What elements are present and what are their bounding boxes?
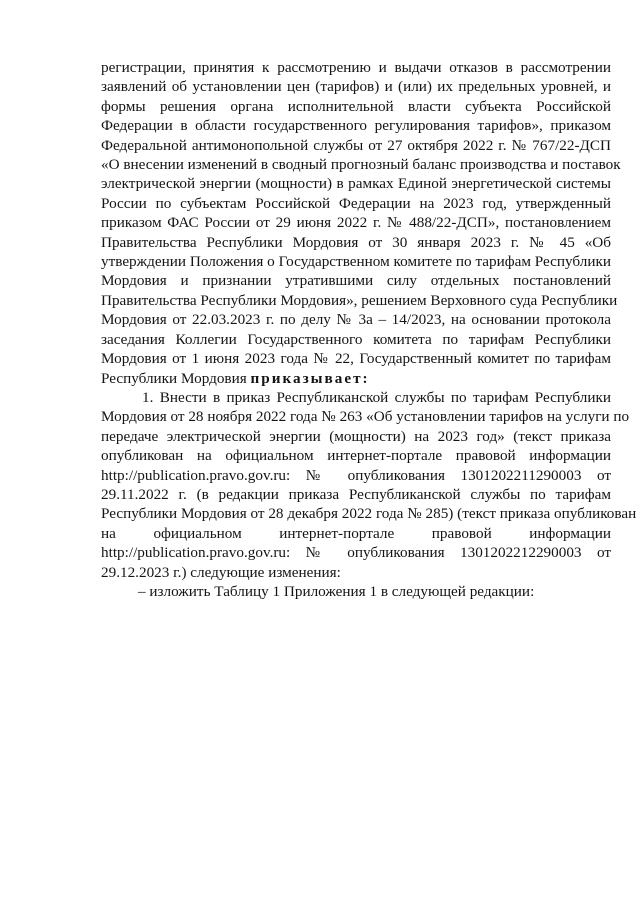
paragraph-line: России по субъектам Российской Федерации на 2023 год, утвержденный (101, 194, 611, 212)
item1-line: 29.12.2023 г.) следующие изменения: (101, 563, 341, 581)
paragraph-line: утверждении Положения о Государственном комитете по тарифам Республики (101, 253, 611, 271)
item1-line: http://publication.pravo.gov.ru: № опубликования 1301202212290003 от (101, 544, 611, 562)
paragraph-line: «О внесении изменений в сводный прогнозный баланс производства и поставок (101, 156, 621, 174)
paragraph-line: приказом ФАС России от 29 июня 2022 г. № 488/22-ДСП», постановлением (101, 214, 611, 232)
item1-line: опубликован на официальном интернет-портале правовой информации (101, 447, 611, 465)
order-line-prefix: Республики Мордовия (101, 369, 251, 387)
paragraph-line: Мордовия от 22.03.2023 г. по делу № 3а – 14/2023, на основании протокола (101, 311, 611, 329)
item1-line: на официальном интернет-портале правовой информации (101, 524, 611, 542)
order-word: приказывает: (250, 369, 370, 387)
document-body (101, 58, 637, 601)
paragraph-line: Федеральной антимонопольной службы от 27 октября 2022 г. № 767/22-ДСП (101, 136, 611, 154)
paragraph-line: заседания Коллегии Государственного комитета по тарифам Республики (101, 330, 611, 348)
paragraph-line: заявлений об установлении цен (тарифов) и (или) их предельных уровней, и (101, 78, 611, 96)
item1-line: http://publication.pravo.gov.ru: № опубликования 1301202211290003 от (101, 466, 611, 484)
item1-line: передаче электрической энергии (мощности) на 2023 год» (текст приказа (101, 427, 611, 445)
paragraph-line: Мордовия от 1 июня 2023 года № 22, Государственный комитет по тарифам (101, 350, 611, 368)
paragraph-line: формы решения органа исполнительной власти субъекта Российской (101, 97, 611, 115)
paragraph-line: Правительства Республики Мордовия», решением Верховного суда Республики (101, 291, 618, 309)
item1-line: 29.11.2022 г. (в редакции приказа Республиканской службы по тарифам (101, 485, 611, 503)
paragraph-line: Федерации в области государственного регулирования тарифов», приказом (101, 117, 611, 135)
item1-line: Мордовия от 28 ноября 2022 года № 263 «Об установлении тарифов на услуги по (101, 408, 630, 426)
dash-item: – изложить Таблицу 1 Приложения 1 в следующей редакции: (138, 582, 535, 600)
paragraph-line: Правительства Республики Мордовия от 30 января 2023 г. № 45 «Об (101, 233, 611, 251)
paragraph-line: Мордовия и признании утратившими силу отдельных постановлений (101, 272, 611, 290)
order-line (101, 369, 611, 388)
paragraph-line: электрической энергии (мощности) в рамках Единой энергетической системы (101, 175, 611, 193)
item1-line: Республики Мордовия от 28 декабря 2022 года № 285) (текст приказа опубликован (101, 505, 637, 523)
paragraph-line: регистрации, принятия к рассмотрению и выдачи отказов в рассмотрении (101, 59, 611, 76)
item1-line: 1. Внести в приказ Республиканской службы по тарифам Республики (142, 388, 611, 406)
